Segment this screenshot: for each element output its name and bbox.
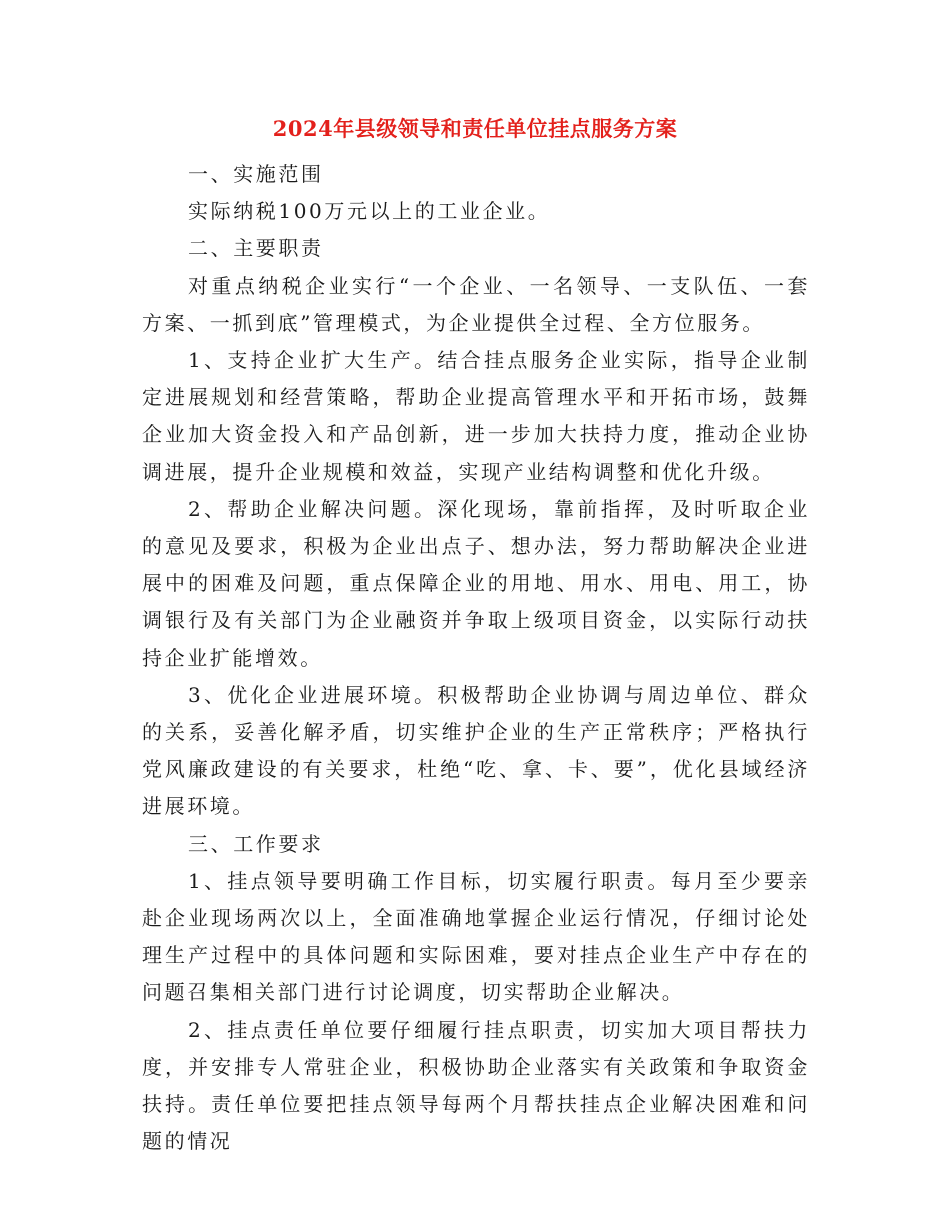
section-heading-scope: 一、实施范围 [188,162,324,186]
paragraph-requirement-2: 2、挂点责任单位要仔细履行挂点职责，切实加大项目帮扶力度，并安排专人常驻企业，积极协助企业落实有关政策和争取资金扶持。责任单位要把挂点领导每两个月帮扶挂点企业解决困难和问题的情况 [142,1017,810,1154]
document-body [142,156,810,1160]
section-heading-requirements: 三、工作要求 [188,831,324,856]
section-heading-duties: 二、主要职责 [188,236,324,261]
paragraph-duties-intro: 对重点纳税企业实行“一个企业、一名领导、一支队伍、一套方案、一抓到底”管理模式，为企业提供全过程、全方位服务。 [142,273,810,335]
paragraph-scope: 实际纳税100万元以上的工业企业。 [188,199,551,224]
paragraph-duty-3: 3、优化企业进展环境。积极帮助企业协调与周边单位、群众的关系，妥善化解矛盾，切实维护企业的生产正常秩序；严格执行党风廉政建设的有关要求，杜绝“吃、拿、卡、要”，优化县域经济进展环境。 [142,682,810,819]
paragraph-requirement-1: 1、挂点领导要明确工作目标，切实履行职责。每月至少要亲赴企业现场两次以上，全面准确地掌握企业运行情况，仔细讨论处理生产过程中的具体问题和实际困难，要对挂点企业生产中存在的问题召集相关部门进行讨论调度，切实帮助企业解决。 [142,868,810,1005]
document-title: 2024年县级领导和责任单位挂点服务方案 [272,116,678,141]
paragraph-duty-1: 1、支持企业扩大生产。结合挂点服务企业实际，指导企业制定进展规划和经营策略，帮助企业提高管理水平和开拓市场，鼓舞企业加大资金投入和产品创新，进一步加大扶持力度，推动企业协调进展，提升企业规模和效益，实现产业结构调整和优化升级。 [142,348,810,484]
paragraph-duty-2: 2、帮助企业解决问题。深化现场，靠前指挥，及时听取企业的意见及要求，积极为企业出点子、想办法，努力帮助解决企业进展中的困难及问题，重点保障企业的用地、用水、用电、用工，协调银行及有关部门为企业融资并争取上级项目资金，以实际行动扶持企业扩能增效。 [142,496,810,670]
